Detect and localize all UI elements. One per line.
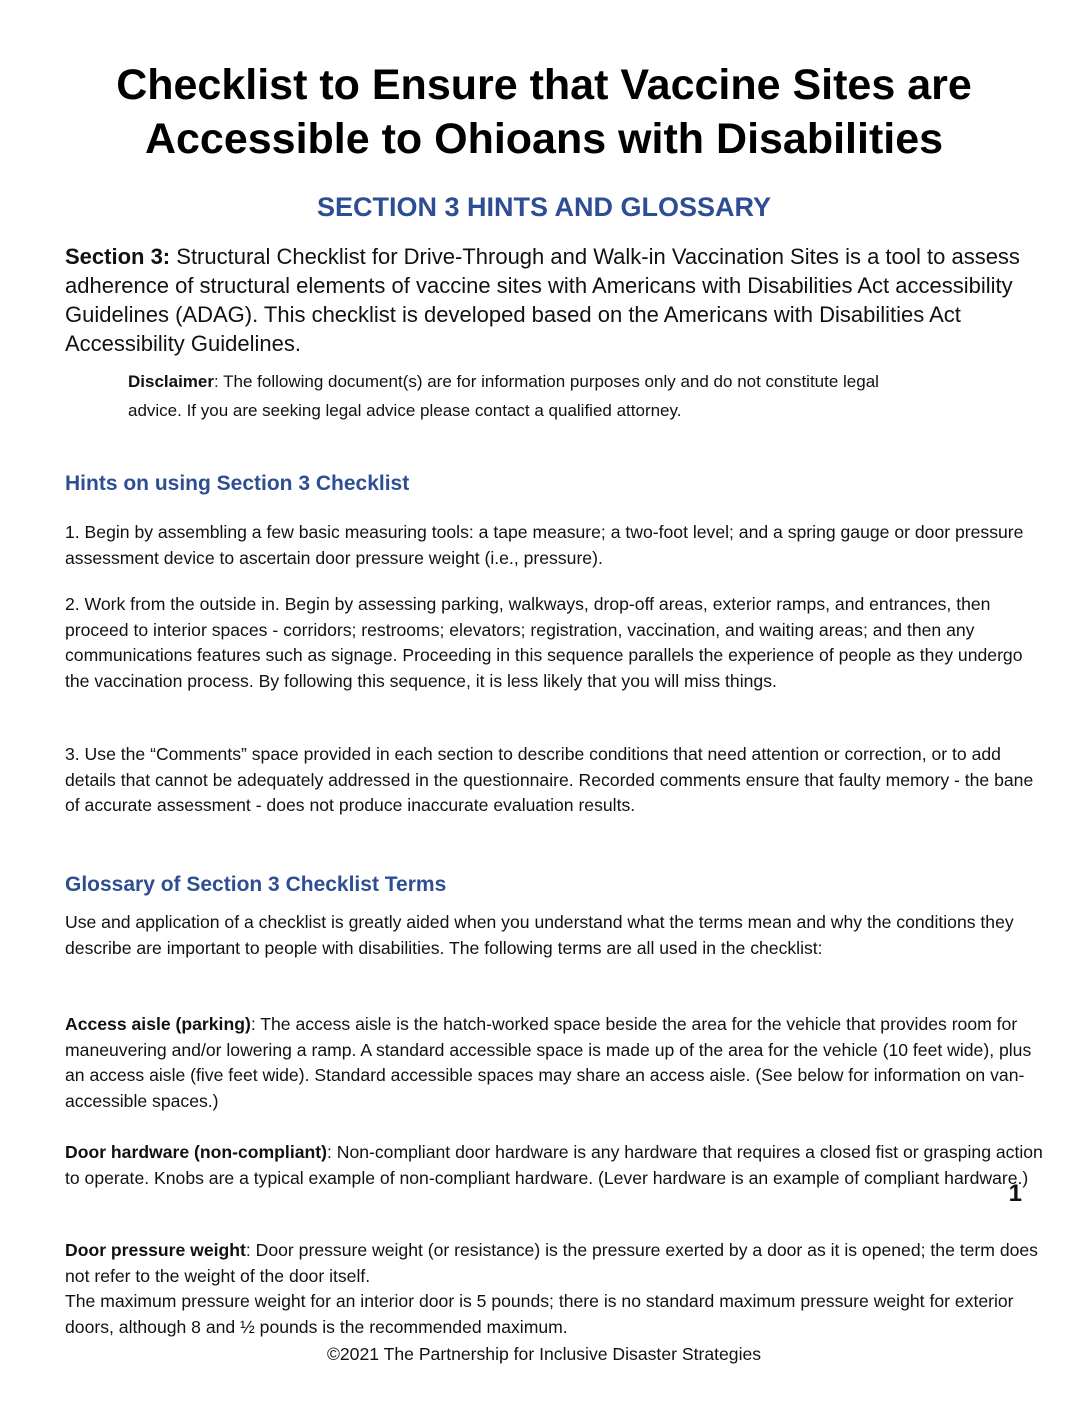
page-number: 1	[1008, 1180, 1022, 1207]
glossary-heading: Glossary of Section 3 Checklist Terms	[65, 873, 447, 896]
hint-item-1: 1. Begin by assembling a few basic measuring tools: a tape measure; a two-foot level; and a spring gauge or door pressure assessment device to ascertain door pressure weight (i.e., pressure).	[65, 522, 1024, 568]
intro-label: Section 3:	[65, 244, 171, 269]
disclaimer-paragraph	[128, 367, 908, 425]
footer-copyright: ©2021 The Partnership for Inclusive Disaster Strategies	[326, 1344, 762, 1364]
disclaimer-text: : The following document(s) are for information purposes only and do not constitute legal advice. If you are seeking legal advice please contact a qualified attorney.	[128, 372, 879, 420]
title-line-1: Checklist to Ensure that Vaccine Sites are	[116, 61, 972, 109]
disclaimer-label: Disclaimer	[128, 372, 214, 391]
glossary-term-door-pressure	[65, 1238, 1050, 1340]
glossary-term-access-aisle	[65, 1012, 1050, 1114]
glossary-term-name: Access aisle (parking)	[65, 1014, 251, 1034]
intro-paragraph	[65, 242, 1055, 358]
glossary-term-definition: : The access aisle is the hatch-worked space beside the area for the vehicle that provides room for maneuvering and/or lowering a ramp. A standard accessible space is made up of the area for the vehicle (10 feet wide), plus an access aisle (five feet wide). Standard accessible spaces may share an access aisle. (See below for information on van-accessible spaces.)	[65, 1014, 1032, 1111]
glossary-term-extra: The maximum pressure weight for an interior door is 5 pounds; there is no standard maximum pressure weight for exterior doors, although 8 and ½ pounds is the recommended maximum.	[65, 1291, 1014, 1337]
glossary-term-door-hardware	[65, 1140, 1050, 1191]
title-line-2: Accessible to Ohioans with Disabilities	[144, 115, 944, 163]
hint-item-3: 3. Use the “Comments” space provided in each section to describe conditions that need attention or correction, or to add details that cannot be adequately addressed in the questionnaire. Recorded comments ensure that faulty memory - the bane of accurate assessment - does not produce inaccurate evaluation results.	[65, 744, 1034, 815]
glossary-intro: Use and application of a checklist is greatly aided when you understand what the terms mean and why the conditions they describe are important to people with disabilities. The following terms are all used in the checklist:	[65, 912, 1014, 958]
intro-text: Structural Checklist for Drive-Through and Walk-in Vaccination Sites is a tool to assess adherence of structural elements of vaccine sites with Americans with Disabilities Act accessibility Guidelines (ADAG). This checklist is developed based on the Americans with Disabilities Act Accessibility Guidelines.	[65, 244, 1020, 356]
hint-item-2: 2. Work from the outside in. Begin by assessing parking, walkways, drop-off areas, exterior ramps, and entrances, then proceed to interior spaces - corridors; restrooms; elevators; registration, vaccination, and waiting areas; and then any communications features such as signage. Proceeding in this sequence parallels the experience of people as they undergo the vaccination process. By following this sequence, it is less likely that you will miss things.	[65, 594, 1023, 691]
document-title	[40, 58, 1048, 166]
section-subtitle: SECTION 3 HINTS AND GLOSSARY	[316, 192, 772, 222]
glossary-term-name: Door pressure weight	[65, 1240, 246, 1260]
glossary-term-name: Door hardware (non-compliant)	[65, 1142, 327, 1162]
hints-heading: Hints on using Section 3 Checklist	[65, 472, 410, 495]
glossary-term-definition: : Non-compliant door hardware is any hardware that requires a closed fist or grasping action to operate. Knobs are a typical example of non-compliant hardware. (Lever hardware is an example of compliant hardware.)	[65, 1142, 1043, 1188]
glossary-term-definition: : Door pressure weight (or resistance) is the pressure exerted by a door as it is opened; the term does not refer to the weight of the door itself.	[65, 1240, 1038, 1286]
